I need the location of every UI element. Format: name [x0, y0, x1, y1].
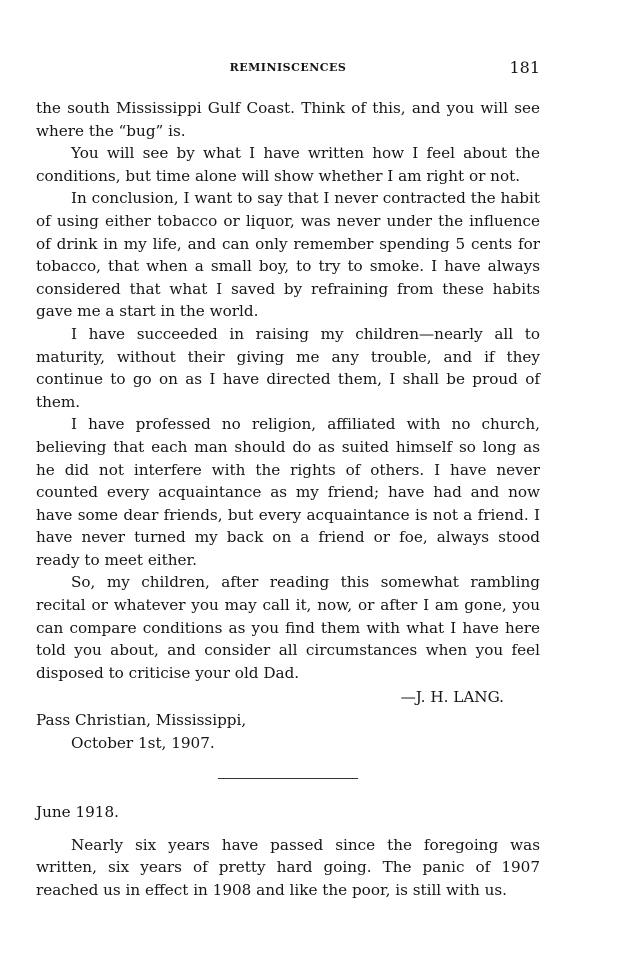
paragraph-conclusion: In conclusion, I want to say that I never contracted the habit of using either tobacco or liquor, was never under the influence of drink in my life, and can only remember spending 5 cents for tobacco, that when a small boy, to try to smoke. I have always considered that what I saved by refraining from these habits gave me a start in the world. [36, 189, 540, 321]
paragraph-children: I have succeeded in raising my children—nearly all to maturity, without their giving me any trouble, and if they continue to go on as I have directed them, I shall be proud of them. [36, 324, 540, 411]
paragraph-later: Nearly six years have passed since the foregoing was written, six years of pretty hard going. The panic of 1907 reached us in effect in 1908 and like the poor, is still with us. [36, 835, 540, 899]
section-divider [218, 778, 358, 779]
paragraph-continuation: the south Mississippi Gulf Coast. Think of this, and you will see where the “bug” is. [36, 99, 540, 140]
paragraph-religion: I have professed no religion, affiliated with no church, believing that each man should do as suited himself so long as he did not interfere with the rights of others. I have never counted every acquaintance as my friend; have had and now have some dear friends, but every acquaintance is not a friend. I have never turned my back on a friend or foe, always stood ready to meet either. [36, 415, 540, 569]
running-title: REMINISCENCES [229, 61, 347, 74]
date-line: October 1st, 1907. [71, 733, 215, 752]
place-line: Pass Christian, Mississippi, [36, 711, 247, 730]
paragraph-conditions: You will see by what I have written how I feel about the conditions, but time alone will show whether I am right or not. [36, 144, 540, 185]
page-number: 181 [509, 58, 540, 77]
running-header [36, 58, 540, 78]
signature: —J. H. LANG. [400, 688, 504, 707]
paragraph-closing: So, my children, after reading this somewhat rambling recital or whatever you may call it, now, or after I am gone, you can compare conditions as you find them with what I have here told you about, and consider all circumstances when you feel disposed to criticise your old Dad. [36, 573, 540, 682]
page-body [36, 97, 540, 902]
later-heading: June 1918. [36, 803, 119, 822]
